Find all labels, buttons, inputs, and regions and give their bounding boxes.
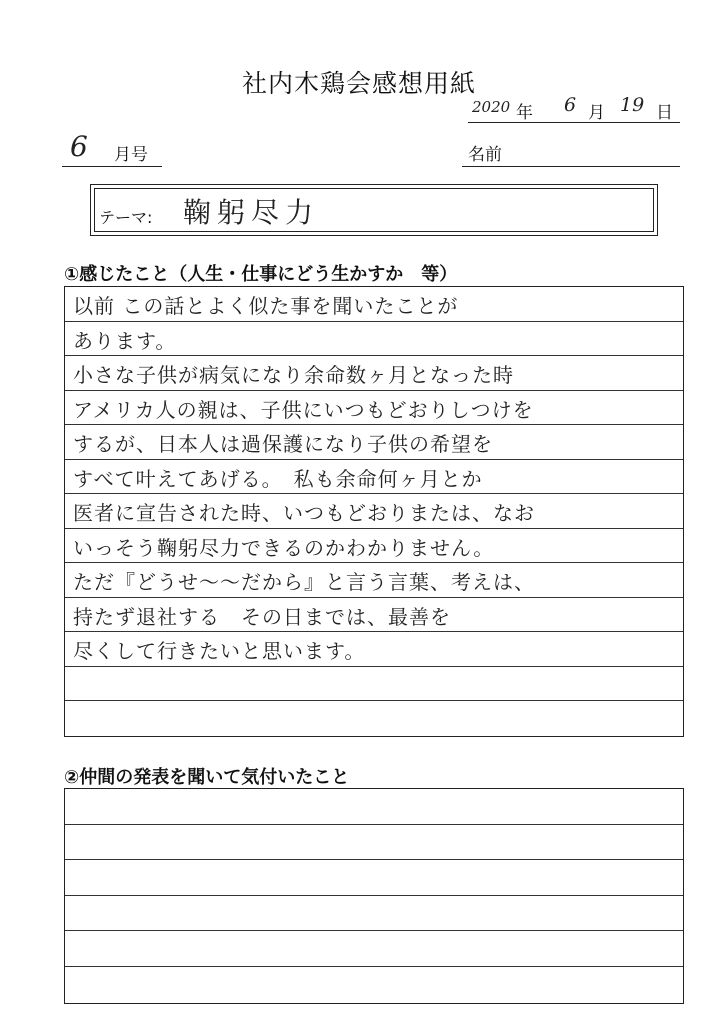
line-text: すべて叶えてあげる。 私も余命何ヶ月とか bbox=[73, 466, 483, 491]
line-text: ただ『どうせ～～だから』と言う言葉、考えは、 bbox=[73, 570, 535, 594]
line-text: 尽くして行きたいと思います。 bbox=[73, 639, 366, 663]
date-day: 19 bbox=[620, 94, 645, 116]
theme-box bbox=[90, 184, 658, 236]
writing-line bbox=[65, 789, 683, 825]
writing-line bbox=[65, 825, 683, 861]
writing-line bbox=[65, 460, 683, 495]
writing-line bbox=[65, 632, 683, 667]
issue-label: 月号 bbox=[114, 145, 148, 165]
issue-field bbox=[62, 130, 162, 167]
line-text: 以前 この話とよく似た事を聞いたことが bbox=[73, 294, 459, 318]
year-label: 年 bbox=[516, 103, 533, 123]
day-label: 日 bbox=[656, 103, 673, 123]
section2-lines bbox=[64, 788, 684, 1004]
line-text: いっそう鞠躬尽力できるのかわかりません。 bbox=[73, 535, 495, 560]
month-label: 月 bbox=[588, 103, 605, 123]
writing-line bbox=[65, 931, 683, 967]
name-field bbox=[462, 134, 680, 167]
section1-lines bbox=[64, 286, 684, 737]
line-text: あります。 bbox=[73, 328, 177, 353]
writing-line bbox=[65, 529, 683, 564]
writing-line bbox=[65, 598, 683, 633]
writing-line bbox=[65, 322, 683, 357]
form-title: 社内木鶏会感想用紙 bbox=[241, 69, 476, 98]
name-label: 名前 bbox=[468, 145, 502, 165]
date-month: 6 bbox=[564, 94, 577, 116]
line-text: 小さな子供が病気になり余命数ヶ月となった時 bbox=[73, 363, 514, 387]
theme-value: 鞠躬尽力 bbox=[183, 196, 320, 229]
writing-line bbox=[65, 896, 683, 932]
writing-line bbox=[65, 967, 683, 1003]
section2-heading: ②仲間の発表を聞いて気付いたこと bbox=[64, 767, 350, 788]
writing-line bbox=[65, 701, 683, 736]
line-text: 持たず退社する その日までは、最善を bbox=[73, 604, 451, 629]
writing-line bbox=[65, 860, 683, 896]
writing-line bbox=[65, 356, 683, 391]
theme-label: テーマ: bbox=[99, 208, 153, 227]
writing-line bbox=[65, 391, 683, 426]
date-year: 2020 bbox=[472, 98, 511, 116]
section1-heading: ①感じたこと（人生・仕事にどう生かすか 等） bbox=[64, 264, 458, 285]
writing-line bbox=[65, 494, 683, 529]
line-text: するが、日本人は過保護になり子供の希望を bbox=[73, 432, 493, 456]
line-text: 医者に宣告された時、いつもどおりまたは、なお bbox=[73, 501, 535, 525]
writing-line bbox=[65, 425, 683, 460]
line-text: アメリカ人の親は、子供にいつもどおりしつけを bbox=[73, 397, 534, 422]
issue-value: 6 bbox=[70, 130, 88, 163]
writing-line bbox=[65, 667, 683, 702]
date-field bbox=[468, 92, 680, 123]
writing-line bbox=[65, 563, 683, 598]
writing-line bbox=[65, 287, 683, 322]
